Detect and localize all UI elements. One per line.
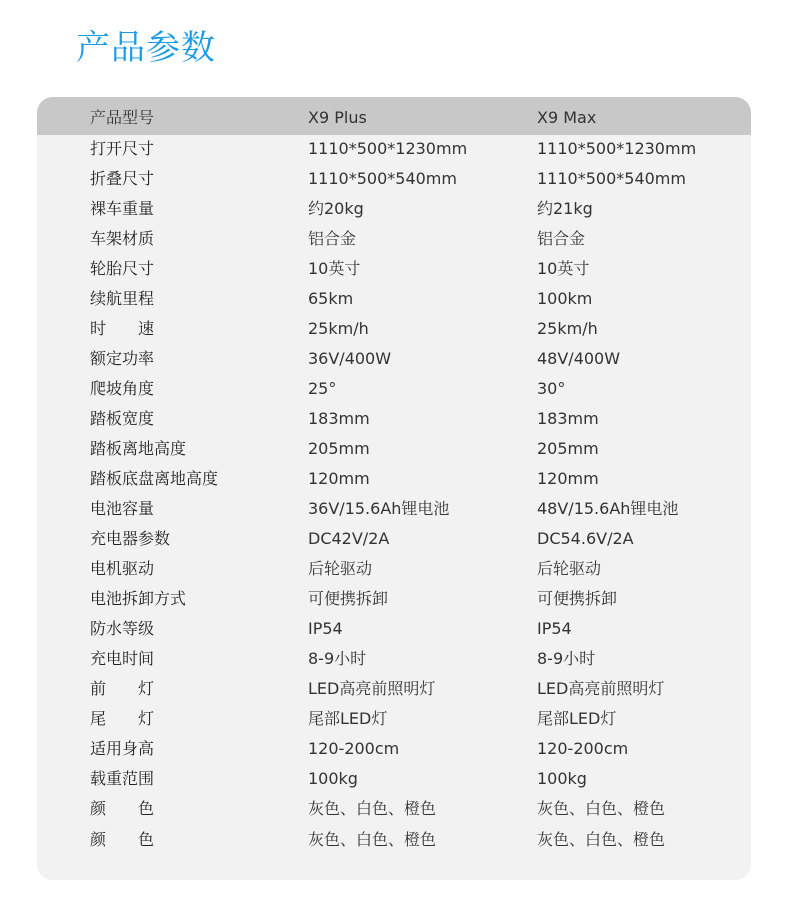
- row-value-plus: 25km/h: [308, 319, 369, 338]
- table-row: [37, 764, 751, 794]
- row-value-plus: LED高亮前照明灯: [308, 679, 436, 698]
- row-value-plus: 后轮驱动: [308, 559, 373, 578]
- row-value-max: 8-9小时: [537, 649, 596, 668]
- header-model-2: X9 Max: [537, 108, 597, 127]
- spec-table: [37, 97, 751, 880]
- row-label: 爬坡角度: [90, 379, 155, 398]
- row-value-max: DC54.6V/2A: [537, 529, 634, 548]
- table-row: [37, 254, 751, 284]
- row-value-plus: 10英寸: [308, 259, 361, 278]
- row-value-max: 尾部LED灯: [537, 709, 617, 728]
- row-value-plus: DC42V/2A: [308, 529, 390, 548]
- row-label: 踏板底盘离地高度: [90, 469, 219, 488]
- row-value-plus: 183mm: [308, 409, 370, 428]
- row-value-plus: 36V/400W: [308, 349, 392, 368]
- row-label: 电池拆卸方式: [90, 589, 187, 608]
- row-label: 前灯: [90, 679, 187, 698]
- row-label: 时速: [90, 319, 187, 338]
- row-value-max: 铝合金: [537, 229, 586, 248]
- row-value-plus: 灰色、白色、橙色: [308, 830, 437, 849]
- table-row: [37, 554, 751, 584]
- row-value-max: 100km: [537, 289, 593, 308]
- table-row: [37, 194, 751, 224]
- table-row: [37, 734, 751, 764]
- row-value-max: 可便携拆卸: [537, 589, 618, 608]
- row-value-max: 1110*500*540mm: [537, 169, 686, 188]
- row-label: 车架材质: [90, 229, 155, 248]
- row-label: 尾灯: [90, 709, 187, 728]
- row-value-plus: IP54: [308, 619, 343, 638]
- row-label: 额定功率: [90, 349, 155, 368]
- row-value-max: 183mm: [537, 409, 599, 428]
- table-row: [37, 464, 751, 494]
- table-row: [37, 825, 751, 855]
- row-label: 打开尺寸: [90, 139, 155, 158]
- row-value-max: 后轮驱动: [537, 559, 602, 578]
- row-value-plus: 8-9小时: [308, 649, 367, 668]
- row-value-plus: 100kg: [308, 769, 358, 788]
- page-title: 产品参数: [76, 28, 216, 68]
- row-value-max: 灰色、白色、橙色: [537, 799, 666, 818]
- row-label: 电池容量: [90, 499, 155, 518]
- row-value-max: 1110*500*1230mm: [537, 139, 697, 158]
- row-value-max: 约21kg: [537, 199, 593, 218]
- row-value-plus: 120mm: [308, 469, 370, 488]
- row-value-max: 48V/15.6Ah锂电池: [537, 499, 679, 518]
- header-model-1: X9 Plus: [308, 108, 367, 127]
- row-label: 载重范围: [90, 769, 155, 788]
- row-label: 踏板宽度: [90, 409, 155, 428]
- table-row: [37, 524, 751, 554]
- row-value-max: 10英寸: [537, 259, 590, 278]
- row-value-max: LED高亮前照明灯: [537, 679, 665, 698]
- table-row: [37, 584, 751, 614]
- row-value-plus: 约20kg: [308, 199, 364, 218]
- row-label: 颜色: [90, 799, 187, 818]
- table-header-row: [37, 103, 751, 133]
- table-row: [37, 374, 751, 404]
- row-label: 轮胎尺寸: [90, 259, 155, 278]
- row-value-plus: 205mm: [308, 439, 370, 458]
- row-value-plus: 120-200cm: [308, 739, 400, 758]
- row-value-plus: 尾部LED灯: [308, 709, 388, 728]
- table-row: [37, 644, 751, 674]
- row-label: 裸车重量: [90, 199, 155, 218]
- row-value-max: 205mm: [537, 439, 599, 458]
- row-label: 续航里程: [90, 289, 155, 308]
- row-value-max: 30°: [537, 379, 566, 398]
- row-value-max: 25km/h: [537, 319, 598, 338]
- row-value-max: 灰色、白色、橙色: [537, 830, 666, 849]
- row-value-plus: 1110*500*1230mm: [308, 139, 468, 158]
- row-value-max: 48V/400W: [537, 349, 621, 368]
- row-value-plus: 可便携拆卸: [308, 589, 389, 608]
- row-label: 电机驱动: [90, 559, 155, 578]
- row-value-plus: 铝合金: [308, 229, 357, 248]
- row-label: 颜色: [90, 830, 187, 849]
- row-value-max: 120-200cm: [537, 739, 629, 758]
- table-row: [37, 614, 751, 644]
- row-label: 适用身高: [90, 739, 155, 758]
- row-label: 防水等级: [90, 619, 155, 638]
- row-label: 踏板离地高度: [90, 439, 187, 458]
- row-value-plus: 36V/15.6Ah锂电池: [308, 499, 450, 518]
- table-row: [37, 704, 751, 734]
- table-row: [37, 674, 751, 704]
- row-value-plus: 25°: [308, 379, 337, 398]
- row-value-max: 100kg: [537, 769, 587, 788]
- row-label: 充电时间: [90, 649, 155, 668]
- table-row: [37, 404, 751, 434]
- table-row: [37, 494, 751, 524]
- table-row: [37, 794, 751, 824]
- row-value-plus: 65km: [308, 289, 354, 308]
- row-value-max: 120mm: [537, 469, 599, 488]
- table-row: [37, 164, 751, 194]
- table-row: [37, 134, 751, 164]
- table-row: [37, 314, 751, 344]
- table-row: [37, 224, 751, 254]
- row-value-max: IP54: [537, 619, 572, 638]
- table-row: [37, 284, 751, 314]
- row-label: 充电器参数: [90, 529, 171, 548]
- row-value-plus: 1110*500*540mm: [308, 169, 457, 188]
- table-row: [37, 434, 751, 464]
- table-row: [37, 344, 751, 374]
- row-value-plus: 灰色、白色、橙色: [308, 799, 437, 818]
- row-label: 折叠尺寸: [90, 169, 155, 188]
- header-label: 产品型号: [90, 108, 155, 127]
